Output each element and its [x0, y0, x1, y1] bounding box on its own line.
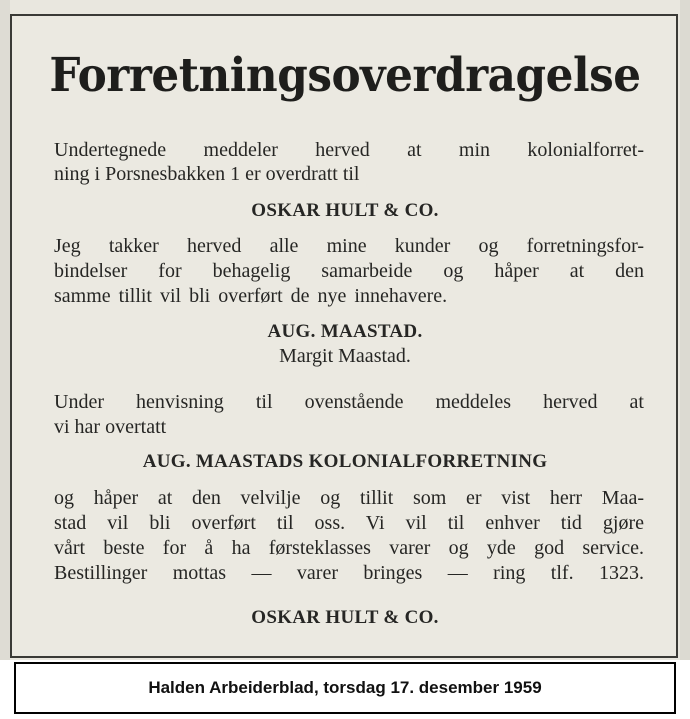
signature-name: Margit Maastad.	[279, 345, 411, 367]
paragraph-3-line-1: Under henvisning til ovenstående meddeles herved at	[54, 391, 644, 413]
company-name-1: OSKAR HULT & CO.	[251, 200, 439, 221]
company-name-2: AUG. MAASTADS KOLONIALFORRETNING	[142, 451, 548, 472]
caption-box	[14, 662, 676, 714]
paragraph-2-line-3: samme tillit vil bli overført de nye innehavere.	[54, 285, 448, 307]
source-caption: Halden Arbeiderblad, torsdag 17. desember 1959	[148, 678, 542, 697]
paragraph-4-line-2: stad vil bli overført til oss. Vi vil til enhver tid gjøre	[54, 512, 644, 534]
company-name-3: OSKAR HULT & CO.	[251, 607, 439, 628]
signature-company: AUG. MAASTAD.	[267, 321, 423, 342]
paragraph-1-line-2: ning i Porsnesbakken 1 er overdratt til	[54, 163, 360, 185]
paragraph-3-line-2: vi har overtatt	[54, 416, 167, 438]
paragraph-1-line-1: Undertegnede meddeler herved at min kolonialforret-	[54, 139, 644, 161]
paragraph-2-line-2: bindelser for behagelig samarbeide og håper at den	[54, 260, 644, 282]
paragraph-4-line-4: Bestillinger mottas — varer bringes — ring tlf. 1323.	[54, 562, 644, 584]
paragraph-2-line-1: Jeg takker herved alle mine kunder og forretningsfor-	[54, 235, 644, 257]
paragraph-4-line-1: og håper at den velvilje og tillit som er vist herr Maa-	[54, 487, 644, 509]
paragraph-4-line-3: vårt beste for å ha førsteklasses varer og yde god service.	[54, 537, 644, 559]
advertisement-headline: Forretningsoverdragelse	[49, 48, 641, 103]
